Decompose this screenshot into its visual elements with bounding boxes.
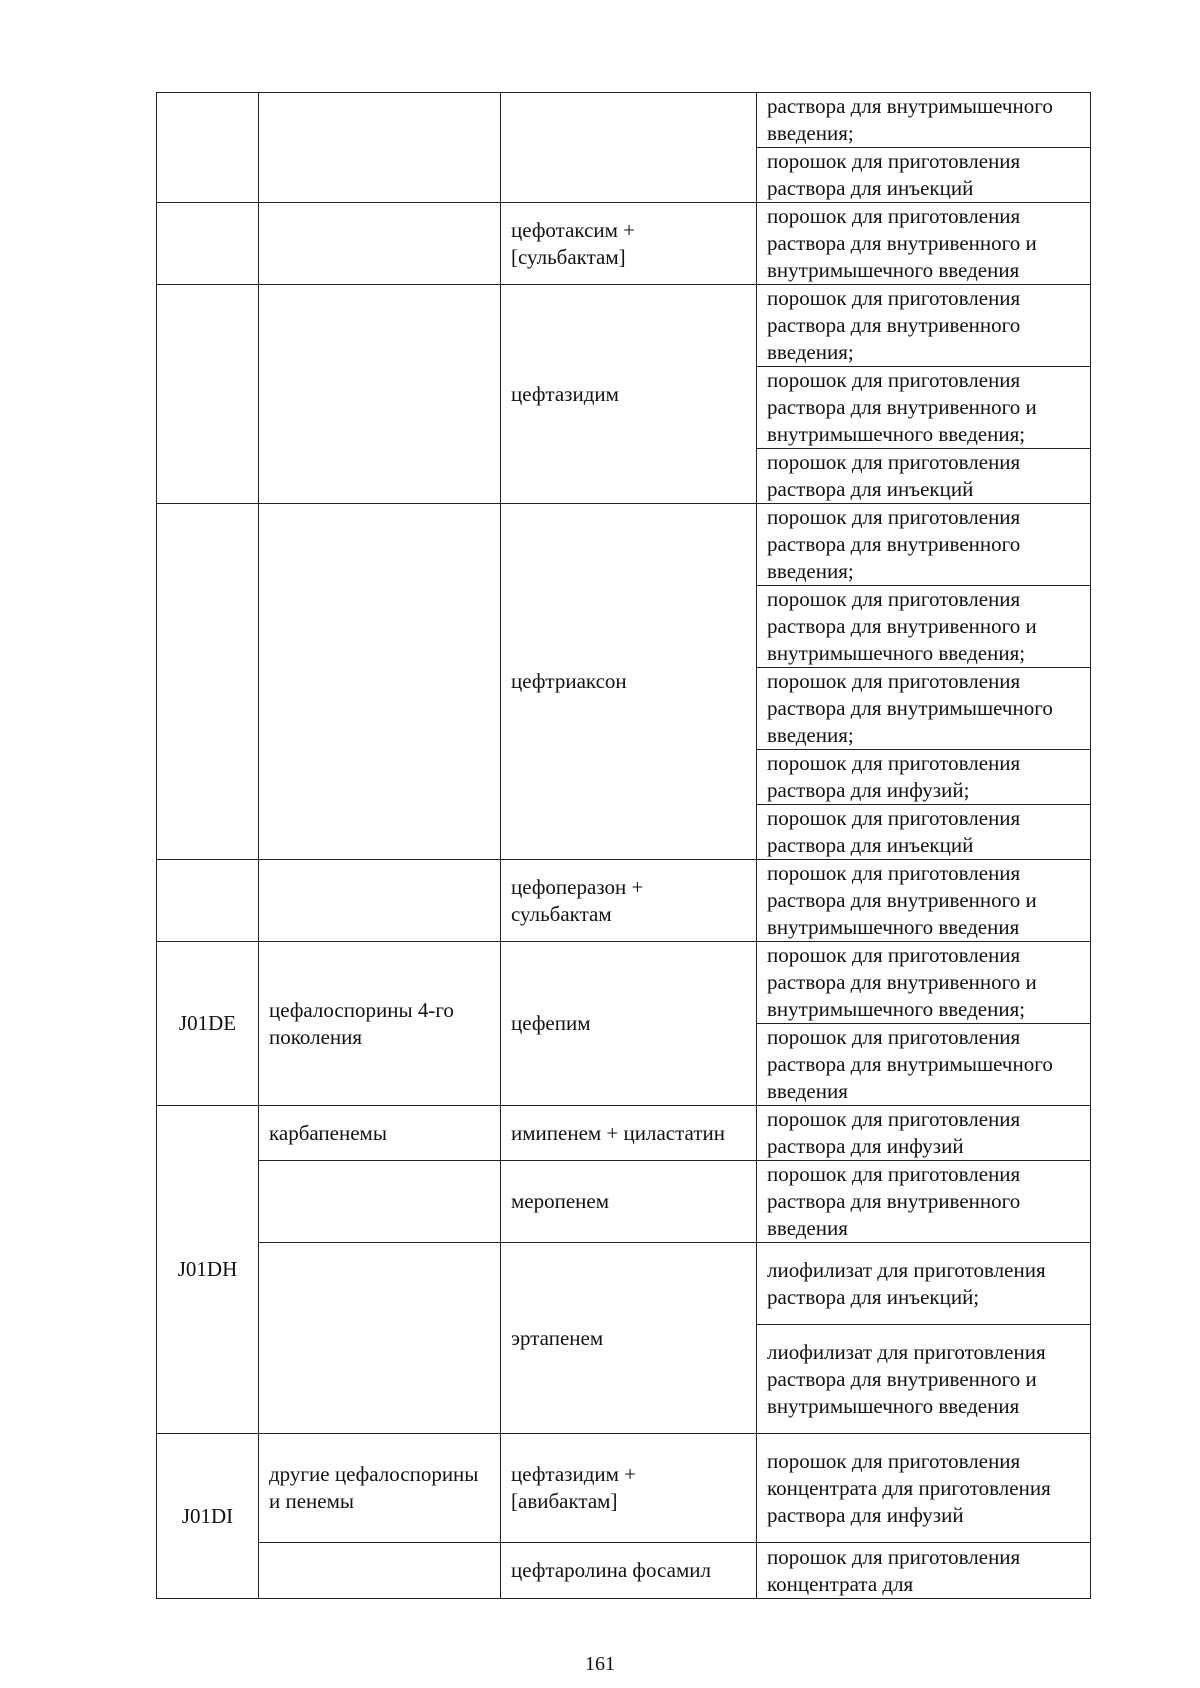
drug-name-cell: эртапенем [501,1243,757,1434]
page-number: 161 [585,1653,615,1675]
atc-code-cell [157,504,259,860]
drug-name-cell: цефотаксим + [сульбактам] [501,203,757,285]
drug-name-cell: цефепим [501,942,757,1106]
atc-code-cell [157,93,259,203]
dosage-form-cell: порошок для приготовления раствора для внутримышечного введения [757,1024,1091,1106]
atc-code-cell [157,860,259,942]
dosage-form-cell: порошок для приготовления раствора для внутривенного введения [757,1161,1091,1243]
dosage-form-cell: порошок для приготовления раствора для внутривенного введения; [757,285,1091,367]
dosage-form-cell: порошок для приготовления раствора для внутривенного введения; [757,504,1091,586]
atc-code-cell [157,285,259,504]
dosage-form-cell: порошок для приготовления раствора для внутримышечного введения; [757,668,1091,750]
table-row [157,1434,1091,1543]
drug-cell [501,93,757,203]
group-cell: карбапенемы [259,1106,501,1161]
drug-name-cell: цефоперазон + сульбактам [501,860,757,942]
dosage-form-cell: порошок для приготовления раствора для внутривенного и внутримышечного введения; [757,586,1091,668]
group-cell: цефалоспорины 4-го поколения [259,942,501,1106]
table-row [157,942,1091,1024]
drug-name-cell: цефтазидим [501,285,757,504]
table-row [157,1543,1091,1599]
atc-code-cell: J01DI [157,1434,259,1599]
table-row [157,1161,1091,1243]
dosage-form-cell: порошок для приготовления раствора для инфузий [757,1106,1091,1161]
dosage-form-cell: порошок для приготовления раствора для инъекций [757,449,1091,504]
table-row [157,860,1091,942]
table-row [157,1243,1091,1325]
group-cell [259,93,501,203]
group-cell [259,1543,501,1599]
dosage-form-cell: порошок для приготовления раствора для внутривенного и внутримышечного введения; [757,367,1091,449]
medication-table [156,92,1091,1599]
table-row [157,93,1091,148]
group-cell [259,504,501,860]
drug-name-cell: имипенем + циластатин [501,1106,757,1161]
dosage-form-cell: порошок для приготовления раствора для инфузий; [757,750,1091,805]
table-row [157,203,1091,285]
group-cell [259,1243,501,1434]
dosage-form-cell: лиофилизат для приготовления раствора для инъекций; [757,1243,1091,1325]
atc-code-cell: J01DE [157,942,259,1106]
group-cell [259,285,501,504]
drug-name-cell: цефтаролина фосамил [501,1543,757,1599]
atc-code-cell: J01DH [157,1106,259,1434]
dosage-form-cell: порошок для приготовления раствора для внутривенного и внутримышечного введения; [757,942,1091,1024]
dosage-form-cell: раствора для внутримышечного введения; [757,93,1091,148]
dosage-form-cell: порошок для приготовления раствора для инъекций [757,805,1091,860]
group-cell [259,860,501,942]
dosage-form-cell: порошок для приготовления раствора для внутривенного и внутримышечного введения [757,860,1091,942]
drug-name-cell: меропенем [501,1161,757,1243]
dosage-form-cell: порошок для приготовления раствора для инъекций [757,148,1091,203]
dosage-form-cell: порошок для приготовления концентрата для [757,1543,1091,1599]
atc-code-cell [157,203,259,285]
drug-name-cell: цефтазидим + [авибактам] [501,1434,757,1543]
dosage-form-cell: лиофилизат для приготовления раствора для внутривенного и внутримышечного введения [757,1325,1091,1434]
group-cell: другие цефалоспорины и пенемы [259,1434,501,1543]
dosage-form-cell: порошок для приготовления раствора для внутривенного и внутримышечного введения [757,203,1091,285]
group-cell [259,203,501,285]
group-cell [259,1161,501,1243]
table-row [157,285,1091,367]
dosage-form-cell: порошок для приготовления концентрата для приготовления раствора для инфузий [757,1434,1091,1543]
drug-name-cell: цефтриаксон [501,504,757,860]
table-row [157,1106,1091,1161]
table-row [157,504,1091,586]
